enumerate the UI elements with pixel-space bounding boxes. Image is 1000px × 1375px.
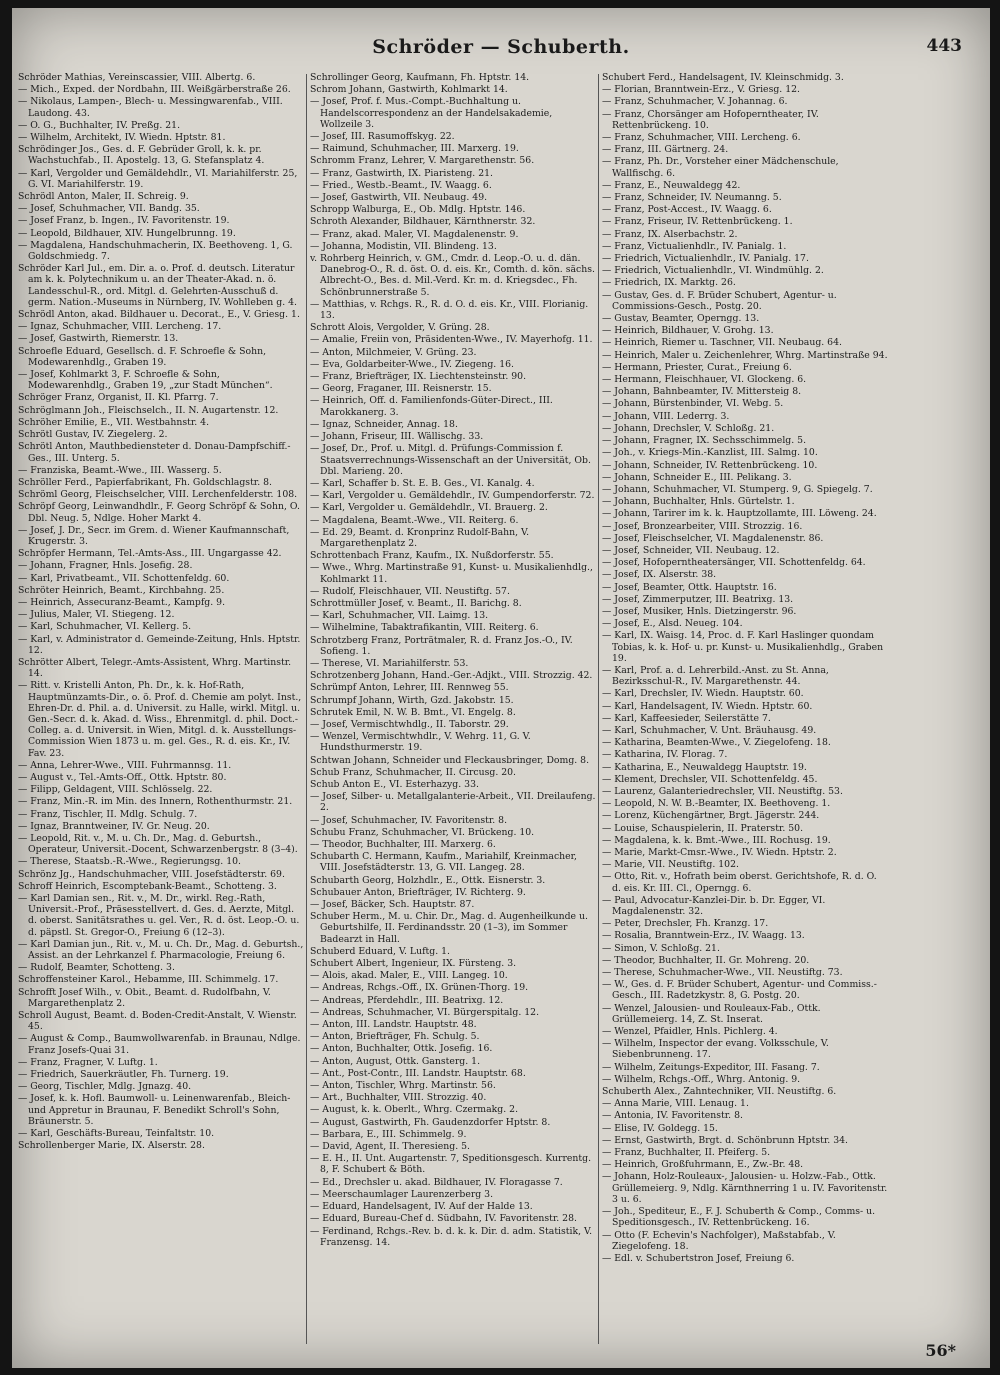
directory-entry: — Peter, Drechsler, Fh. Kranzg. 17. [602, 918, 769, 930]
directory-entry: Schrötl Anton, Mauthbediensteter d. Donau-Dampfschiff.-Ges., III. Unterg. 5. [18, 441, 291, 464]
directory-entry: — Elise, IV. Goldegg. 15. [602, 1122, 718, 1134]
directory-entry: — Karl, v. Administrator d. Gemeinde-Zeitung, Hnls. Hptstr. 12. [18, 633, 301, 656]
directory-entry: — Leopold, Bildhauer, XIV. Hungelbrunng. 19. [18, 227, 236, 239]
directory-entry: — Ernst, Gastwirth, Brgt. d. Schönbrunn Hptstr. 34. [602, 1134, 848, 1146]
directory-entry: — Eva, Goldarbeiter-Wwe., IV. Ziegeng. 16. [310, 358, 514, 370]
directory-entry: — Wenzel, Vermischtwhdlr., V. Wehrg. 11, G. V. Hundsthurmerstr. 19. [310, 731, 531, 754]
directory-entry: — Andreas, Rchgs.-Off., IX. Grünen-Thorg. 19. [310, 982, 529, 994]
directory-entry: — Franz, Min.-R. im Min. des Innern, Rothenthurmstr. 21. [18, 796, 293, 808]
directory-entry: — Franz, Gastwirth, IX. Piaristeng. 21. [310, 167, 494, 179]
directory-entry: — Josef, Schuhmacher, IV. Favoritenstr. 8. [310, 814, 508, 826]
directory-entry: — Magdalena, Handschuhmacherin, IX. Beethoveng. 1, G. Goldschmiedg. 7. [18, 239, 293, 263]
directory-entry: — Franz, Buchhalter, II. Pfeiferg. 5. [602, 1147, 771, 1159]
directory-entry: Schrottenbach Franz, Kaufm., IX. Nußdorferstr. 55. [310, 550, 554, 562]
directory-entry: — Josef, Kohlmarkt 3, F. Schroefle & Sohn, Modewarenhdlg., Graben 19, „zur Stadt München“. [18, 369, 273, 392]
directory-entry: — W., Ges. d. F. Brüder Schubert, Agentur- und Commiss.-Gesch., III. Radetzkystr. 8, G. Postg. 20. [602, 979, 877, 1002]
directory-entry: Schroefle Eduard, Gesellsch. d. F. Schroefle & Sohn, Modewarenhdlg., Graben 19. [18, 345, 267, 368]
directory-entry: Schrödl Anton, akad. Bildhauer u. Decorat., E., V. Griesg. 1. [18, 309, 300, 321]
directory-entry: — David, Agent, II. Theresieng. 5. [310, 1141, 470, 1153]
directory-entry: — Andreas, Pferdehdlr., III. Beatrixg. 12. [310, 994, 504, 1006]
directory-entry: — Franz, Schuhmacher, VIII. Lercheng. 6. [602, 132, 801, 144]
directory-entry: — Mich., Exped. der Nordbahn, III. Weißgärberstraße 26. [18, 84, 291, 96]
directory-entry: — Johanna, Modistin, VII. Blindeng. 13. [310, 240, 497, 252]
directory-entry: Schuberd Eduard, V. Luftg. 1. [310, 945, 450, 957]
directory-entry: — Karl, Privatbeamt., VII. Schottenfeldg. 60. [18, 572, 230, 584]
directory-entry: — E. H., II. Unt. Augartenstr. 7, Speditionsgesch. Kurrentg. 8, F. Schubert & Böth. [310, 1153, 592, 1176]
directory-entry: — Franz, Tischler, II. Mdlg. Schulg. 7. [18, 808, 198, 820]
directory-entry: — Franz, Schneider, IV. Neumanng. 5. [602, 192, 782, 204]
page-number: 443 [926, 36, 962, 56]
directory-entry: — Wilhelm, Architekt, IV. Wiedn. Hptstr. 81. [18, 132, 226, 144]
directory-entry: — Therese, Schuhmacher-Wwe., VII. Neustiftg. 73. [602, 967, 843, 979]
directory-entry: — Anton, III. Landstr. Hauptstr. 48. [310, 1019, 477, 1031]
directory-entry: — Heinrich, Maler u. Zeichenlehrer, Whrg. Martinstraße 94. [602, 349, 888, 361]
directory-entry: — Josef, Gastwirth, Riemerstr. 13. [18, 333, 179, 345]
directory-entry: Schrötl Gustav, IV. Ziegelerg. 2. [18, 429, 168, 441]
directory-entry: — August v., Tel.-Amts-Off., Ottk. Hptstr. 80. [18, 771, 227, 783]
directory-entry: — Josef, Beamter, Ottk. Hauptstr. 16. [602, 581, 777, 593]
directory-entry: — Johann, Schneider, IV. Rettenbrückeng. 10. [602, 459, 818, 471]
directory-entry: — Franz, Post-Accest., IV. Waagg. 6. [602, 204, 772, 216]
directory-entry: — Friedrich, Victualienhdlr., VI. Windmühlg. 2. [602, 265, 824, 277]
directory-entry: — Antonia, IV. Favoritenstr. 8. [602, 1110, 743, 1122]
directory-entry: — Wenzel, Pfaidler, Hnls. Pichlerg. 4. [602, 1026, 778, 1038]
directory-entry: — Friedrich, Sauerkräutler, Fh. Turnerg. 19. [18, 1069, 229, 1081]
directory-entry: — Josef, III. Rasumoffskyg. 22. [310, 131, 455, 143]
directory-entry: — Julius, Maler, VI. Stiegeng. 12. [18, 609, 175, 621]
directory-entry: — Josef, Fleischselcher, VI. Magdalenenstr. 86. [602, 532, 824, 544]
column-divider [306, 74, 307, 1344]
directory-entry: — Katharina, IV. Florag. 7. [602, 749, 728, 761]
directory-entry: — Karl Damian sen., Rit. v., M. Dr., wirkl. Reg.-Rath, Universit.-Prof., Präsesstellvert. d. Ges. d. Aerzte, Mitgl. d. oberst. Sanitätsrathes u. gel. Ver., R. d. öst. Leop.-O. u. d. päpstl. St. Gregor-O., Freiung 6 (12–3). [18, 893, 300, 938]
directory-entry: Schröter Heinrich, Beamt., Kirchbahng. 25. [18, 584, 225, 596]
directory-entry: — Josef, Dr., Prof. u. Mitgl. d. Prüfungs-Commission f. Staatsverrechnungs-Wissenschaft an der Universität, Ob. Dbl. Marieng. 20. [310, 443, 591, 477]
directory-entry: — Johann, Friseur, III. Wällischg. 33. [310, 431, 484, 443]
directory-entry: — Johann, Schneider E., III. Pelikang. 3. [602, 471, 792, 483]
directory-entry: — Simon, V. Schloßg. 21. [602, 942, 720, 954]
directory-entry: — Hermann, Fleischhauer, VI. Glockeng. 6. [602, 374, 807, 386]
directory-entry: Schubu Franz, Schuhmacher, VI. Brückeng. 10. [310, 826, 535, 838]
directory-entry: — Wenzel, Jalousien- und Rouleaux-Fab., Ottk. Grüllemeierg. 14, Z. St. Inserat. [602, 1002, 821, 1025]
directory-entry: — Karl, Vergolder u. Gemäldehdlr., IV. Gumpendorferstr. 72. [310, 490, 595, 502]
directory-entry: Schröher Emilie, E., VII. Westbahnstr. 4. [18, 416, 210, 428]
directory-entry: — Joh., v. Kriegs-Min.-Kanzlist, III. Salmg. 10. [602, 447, 818, 459]
directory-entry: — Josef, E., Alsd. Neueg. 104. [602, 618, 743, 630]
directory-entry: — Johann, Tarirer im k. k. Hauptzollamte, III. Löweng. 24. [602, 508, 877, 520]
directory-entry: — Johann, Fragner, Hnls. Josefig. 28. [18, 560, 193, 572]
directory-entry: Schrollenberger Marie, IX. Alserstr. 28. [18, 1140, 205, 1152]
directory-entry: — Anna, Lehrer-Wwe., VIII. Fuhrmannsg. 11. [18, 759, 232, 771]
directory-entry: Schröder Mathias, Vereinscassier, VIII. Albertg. 6. [18, 72, 256, 83]
directory-entry: — Josef, Prof. f. Mus.-Compt.-Buchhaltung u. Handelscorrespondenz an der Handelsakademie, Wollzeile 3. [310, 96, 553, 130]
directory-entry: — Magdalena, k. k. Bmt.-Wwe., III. Rochusg. 19. [602, 834, 831, 846]
directory-entry: — Theodor, Buchhalter, II. Gr. Mohreng. 20. [602, 954, 810, 966]
directory-entry: — Josef, Schuhmacher, VII. Bandg. 35. [18, 203, 200, 215]
directory-entry: — Lorenz, Küchengärtner, Brgt. Jägerstr. 244. [602, 810, 820, 822]
directory-entry: v. Rohrberg Heinrich, v. GM., Cmdr. d. Leop.-O. u. d. dän. Danebrog-O., R. d. öst. O. d. eis. Kr., Comth. d. kön. sächs. Albrecht-O., Bes. d. Mil.-Verd. Kr. m. d. Kriegsdec., Fh. Schönbrunnerstraße 5. [310, 253, 595, 298]
directory-entry: — Leopold, Rit. v., M. u. Ch. Dr., Mag. d. Geburtsh., Operateur, Universit.-Docent, Schwarzenbergstr. 8 (3–4). [18, 833, 298, 856]
directory-entry: — Franz, E., Neuwaldegg 42. [602, 179, 741, 191]
directory-entry: Schubert Albert, Ingenieur, IX. Fürsteng. 3. [310, 958, 517, 970]
directory-entry: — Ed., Drechsler u. akad. Bildhauer, IV. Floragasse 7. [310, 1176, 563, 1188]
directory-entry: — Eduard, Bureau-Chef d. Südbahn, IV. Favoritenstr. 28. [310, 1213, 577, 1225]
directory-entry: — Franz, akad. Maler, VI. Magdalenenstr. 9. [310, 228, 519, 240]
directory-entry: Schroth Alexander, Bildhauer, Kärnthnerstr. 32. [310, 216, 536, 228]
directory-entry: Schromm Franz, Lehrer, V. Margarethenstr. 56. [310, 155, 535, 167]
directory-entry: Schrödinger Jos., Ges. d. F. Gebrüder Groll, k. k. pr. Wachstuchfab., II. Apostelg. 13, G. Stefansplatz 4. [18, 144, 265, 167]
directory-entry: — Art., Buchhalter, VIII. Strozzig. 40. [310, 1092, 487, 1104]
directory-entry: — Josef, Zimmerputzer, III. Beatrixg. 13. [602, 593, 794, 605]
directory-entry: Schubarth Georg, Holzhdlr., E., Ottk. Eisnerstr. 3. [310, 874, 546, 886]
directory-entry: — Anna Marie, VIII. Lenaug. 1. [602, 1098, 749, 1110]
directory-entry: — August, Gastwirth, Fh. Gaudenzdorfer Hptstr. 8. [310, 1116, 551, 1128]
directory-page [12, 8, 990, 1368]
directory-entry: Schubarth C. Hermann, Kaufm., Mariahilf, Kreinmacher, VIII. Josefstädterstr. 13, G. VII. Langeg. 28. [310, 851, 578, 874]
directory-entry: Schröml Georg, Fleischselcher, VIII. Lerchenfelderstr. 108. [18, 489, 298, 501]
directory-entry: — Franz, Chorsänger am Hofoperntheater, IV. Rettenbrückeng. 10. [602, 108, 819, 131]
directory-entry: Schub Franz, Schuhmacher, II. Circusg. 20. [310, 766, 517, 778]
directory-entry: — Ed. 29, Beamt. d. Kronprinz Rudolf-Bahn, V. Margarethenplatz 2. [310, 526, 530, 549]
directory-entry: — Josef, Vermischtwhdlg., II. Taborstr. 29. [310, 718, 509, 730]
directory-entry: — Franz, Schuhmacher, V. Johannag. 6. [602, 96, 788, 108]
directory-entry: — Johann, Drechsler, V. Schloßg. 21. [602, 422, 775, 434]
directory-entry: — Karl Damian jun., Rit. v., M. u. Ch. Dr., Mag. d. Geburtsh., Assist. an der Lehrkanzel f. Pharmacologie, Freiung 6. [18, 938, 304, 962]
directory-entry: — Josef, J. Dr., Secr. im Grem. d. Wiener Kaufmannschaft, Krugerstr. 3. [18, 524, 290, 547]
running-title: Schröder — Schuberth. [372, 36, 630, 58]
directory-entry: — Franz, III. Gärtnerg. 24. [602, 144, 729, 156]
directory-entry: — Katharina, Beamten-Wwe., V. Ziegelofeng. 18. [602, 737, 831, 749]
directory-entry: — Ferdinand, Rchgs.-Rev. b. d. k. k. Dir. d. adm. Statistik, V. Franzensg. 14. [310, 1225, 593, 1248]
directory-entry: — Josef, Musiker, Hnls. Dietzingerstr. 96. [602, 605, 797, 617]
directory-entry: — August, k. k. Oberlt., Whrg. Czermakg. 2. [310, 1104, 519, 1116]
directory-entry: — Josef, Schneider, VII. Neubaug. 12. [602, 544, 780, 556]
directory-entry: — Johann, VIII. Lederrg. 3. [602, 410, 730, 422]
directory-entry: — Heinrich, Assecuranz-Beamt., Kampfg. 9. [18, 596, 226, 608]
directory-entry: Schroll August, Beamt. d. Boden-Credit-Anstalt, V. Wienstr. 45. [18, 1010, 297, 1033]
directory-entry: — Heinrich, Off. d. Familienfonds-Güter-Direct., III. Marokkanerg. 3. [310, 395, 553, 418]
directory-entry: Schrumpf Johann, Wirth, Gzd. Jakobstr. 15. [310, 694, 514, 706]
directory-entry: — Josef, Hofoperntheatersänger, VII. Schottenfeldg. 64. [602, 557, 866, 569]
directory-entry: — Ignaz, Branntweiner, IV. Gr. Neug. 20. [18, 820, 210, 832]
directory-entry: — Therese, Staatsb.-R.-Wwe., Regierungsg. 10. [18, 856, 242, 868]
directory-entry: Schrofft Josef Wilh., v. Obit., Beamt. d. Rudolfbahn, V. Margarethenplatz 2. [18, 986, 271, 1009]
directory-entry: — Klement, Drechsler, VII. Schottenfeldg. 45. [602, 773, 818, 785]
directory-column-3 [602, 72, 888, 1342]
directory-entry: Schuberth Alex., Zahntechniker, VII. Neustiftg. 6. [602, 1086, 837, 1098]
directory-entry: — Paul, Advocatur-Kanzlei-Dir. b. Dr. Egger, VI. Magdalenenstr. 32. [602, 894, 826, 918]
directory-entry: — Barbara, E., III. Schimmelg. 9. [310, 1128, 467, 1140]
directory-entry: Schub Anton E., VI. Esterhazyg. 33. [310, 778, 479, 790]
directory-entry: — Gustav, Ges. d. F. Brüder Schubert, Agentur- u. Commissions-Gesch., Postg. 20. [602, 289, 837, 312]
signature-mark: 56* [925, 1341, 956, 1360]
directory-entry: Schrott Alois, Vergolder, V. Grüng. 28. [310, 322, 490, 334]
directory-entry: — Ritt. v. Kristelli Anton, Ph. Dr., k. k. Hof-Rath, Hauptmünzamts-Dir., o. ö. Prof. d. Chemie am polyt. Inst., Ehren-Dr. d. Phil. a. d. Universit. zu Halle, wirkl. Mitgl. u. Gen.-Secr. d. k. Akad. d. Wiss., Ehrenmitgl. d. phil. Doct.-Colleg. a. d. Universit. in Wien, Mitgl. d. k. Ausstellungs-Commission Wien 1873 u. m. gel. Ges., R. d. eis. Kr., IV. Fav. 23. [18, 680, 302, 759]
directory-entry: Schubauer Anton, Briefträger, IV. Richterg. 9. [310, 886, 526, 898]
directory-entry: — Matthias, v. Rchgs. R., R. d. O. d. eis. Kr., VIII. Florianig. 13. [310, 298, 589, 322]
directory-entry: Schrottmüller Josef, v. Beamt., II. Barichg. 8. [310, 597, 522, 609]
directory-entry: — Rudolf, Fleischhauer, VII. Neustiftg. 57. [310, 585, 510, 597]
directory-entry: — Therese, VI. Mariahilferstr. 53. [310, 657, 469, 669]
directory-entry: — Florian, Branntwein-Erz., V. Griesg. 12. [602, 84, 800, 96]
directory-entry: — Josef, Gastwirth, VII. Neubaug. 49. [310, 192, 488, 204]
directory-entry: — Ignaz, Schneider, Annag. 18. [310, 418, 458, 430]
directory-entry: — Theodor, Buchhalter, III. Marxerg. 6. [310, 839, 496, 850]
directory-entry: — Franz, IX. Alserbachstr. 2. [602, 228, 738, 240]
directory-entry: — Edl. v. Schubertstron Josef, Freiung 6. [602, 1252, 795, 1264]
directory-entry: Schropp Walburga, E., Ob. Mdlg. Hptstr. 146. [310, 204, 526, 216]
directory-entry: Schrödl Anton, Maler, II. Schreig. 9. [18, 191, 189, 203]
directory-entry: — Leopold, N. W. B.-Beamter, IX. Beethoveng. 1. [602, 798, 831, 810]
directory-entry: — Georg, Fraganer, III. Reisnerstr. 15. [310, 383, 492, 395]
directory-entry: — Karl, Vergolder und Gemäldehdlr., VI. Mariahilferstr. 25, G. VI. Mariahilferstr. 19. [18, 167, 298, 190]
directory-entry: — Franz, Ph. Dr., Vorsteher einer Mädchenschule, Wallfischg. 6. [602, 156, 839, 179]
directory-entry: Schrollinger Georg, Kaufmann, Fh. Hptstr. 14. [310, 72, 530, 83]
directory-entry: — Johann, Schuhmacher, VI. Stumperg. 9, G. Spiegelg. 7. [602, 483, 873, 495]
directory-entry: — Anton, Milchmeier, V. Grüng. 23. [310, 346, 477, 358]
directory-entry: Schroff Heinrich, Escomptebank-Beamt., Schotteng. 3. [18, 880, 277, 892]
directory-entry: — Heinrich, Großfuhrmann, E., Zw.-Br. 48. [602, 1159, 804, 1171]
directory-entry: — Katharina, E., Neuwaldegg Hauptstr. 19. [602, 761, 807, 773]
directory-entry: Schrotzberg Franz, Porträtmaler, R. d. Franz Jos.-O., IV. Sofieng. 1. [310, 634, 573, 657]
directory-entry: Schrötter Albert, Telegr.-Amts-Assistent, Whrg. Martinstr. 14. [18, 656, 292, 680]
directory-entry: — Karl, Handelsagent, IV. Wiedn. Hptstr. 60. [602, 700, 813, 712]
directory-entry: — Wwe., Whrg. Martinstraße 91, Kunst- u. Musikalienhdlg., Kohlmarkt 11. [310, 562, 593, 585]
directory-entry: — Johann, Bahnbeamter, IV. Mittersteig 8. [602, 386, 802, 398]
directory-entry: Schrümpf Anton, Lehrer, III. Rennweg 55. [310, 682, 509, 694]
directory-entry: — Rudolf, Beamter, Schotteng. 3. [18, 962, 175, 974]
directory-entry: — Friedrich, Victualienhdlr., IV. Panialg. 17. [602, 253, 809, 265]
directory-entry: — Raimund, Schuhmacher, III. Marxerg. 19. [310, 143, 519, 155]
directory-entry: — Johann, Fragner, IX. Sechsschimmelg. 5. [602, 435, 807, 447]
directory-entry: — Karl, Drechsler, IV. Wiedn. Hauptstr. 60. [602, 688, 804, 700]
directory-entry: — Johann, Holz-Rouleaux-, Jalousien- u. Holzw.-Fab., Ottk. Grüllemeierg. 9, Ndlg. Kärnthnerring 1 u. IV. Favoritenstr. 3 u. 6. [602, 1171, 888, 1205]
directory-entry: Schtwan Johann, Schneider und Fleckausbringer, Domg. 8. [310, 754, 590, 766]
directory-entry: — Franz, Victualienhdlr., IV. Panialg. 1. [602, 240, 787, 252]
directory-entry: Schröpf Georg, Leinwandhdlr., F. Georg Schröpf & Sohn, O. Dbl. Neug. 5, Ndlge. Hoher Markt 4. [18, 501, 300, 524]
directory-entry: — Filipp, Geldagent, VIII. Schlösselg. 22. [18, 784, 213, 796]
directory-entry: Schröger Franz, Organist, II. Kl. Pfarrg. 7. [18, 392, 219, 404]
directory-entry: — Heinrich, Bildhauer, V. Grohg. 13. [602, 325, 774, 337]
directory-entry: — Karl, Prof. a. d. Lehrerbild.-Anst. zu St. Anna, Bezirksschul-R., IV. Margarethenstr. 44. [602, 664, 829, 688]
directory-entry: — Josef, Bronzearbeiter, VIII. Strozzig. 16. [602, 520, 803, 532]
directory-entry: — Otto, Rit. v., Hofrath beim oberst. Gerichtshofe, R. d. O. d. eis. Kr. III. Cl., Operngg. 6. [602, 871, 877, 894]
directory-entry: — O. G., Buchhalter, IV. Preßg. 21. [18, 119, 181, 131]
directory-entry: — Laurenz, Galanteriedrechsler, VII. Neustiftg. 53. [602, 785, 843, 797]
directory-entry: — Franz, Briefträger, IX. Liechtensteinstr. 90. [310, 371, 527, 383]
directory-entry: — Karl, Schuhmacher, VI. Kellerg. 5. [18, 621, 192, 633]
directory-entry: — Karl, Geschäfts-Bureau, Teinfaltstr. 10. [18, 1128, 215, 1140]
directory-entry: — Franz, Friseur, IV. Rettenbrückeng. 1. [602, 216, 793, 228]
directory-entry: — Franz, Fragner, V. Luftg. 1. [18, 1056, 158, 1068]
directory-entry: — Wilhelm, Inspector der evang. Volksschule, V. Siebenbrunneng. 17. [602, 1038, 829, 1061]
directory-entry: — Louise, Schauspielerin, II. Praterstr. 50. [602, 822, 804, 834]
column-divider [598, 74, 599, 1344]
directory-entry: — Karl, Kaffeesieder, Seilerstätte 7. [602, 712, 771, 724]
directory-entry: — Karl, Schaffer b. St. E. B. Ges., VI. Kanalg. 4. [310, 477, 535, 489]
directory-entry: — Amalie, Freiin von, Präsidenten-Wwe., IV. Mayerhofg. 11. [310, 334, 593, 346]
directory-entry: — Karl, Schuhmacher, V. Unt. Bräuhausg. 49. [602, 724, 817, 736]
directory-entry: — Josef, IX. Alserstr. 38. [602, 569, 717, 581]
directory-entry: Schröller Ferd., Papierfabrikant, Fh. Goldschlagstr. 8. [18, 476, 273, 488]
directory-entry: — Johann, Buchhalter, Hnls. Gürtelstr. 1. [602, 496, 795, 508]
directory-entry: Schröpfer Hermann, Tel.-Amts-Ass., III. Ungargasse 42. [18, 548, 282, 560]
directory-entry: Schubert Ferd., Handelsagent, IV. Kleinschmidg. 3. [602, 72, 844, 83]
directory-entry: — Eduard, Handelsagent, IV. Auf der Halde 13. [310, 1201, 533, 1213]
directory-entry: Schrönz Jg., Handschuhmacher, VIII. Josefstädterstr. 69. [18, 868, 285, 880]
directory-entry: — Friedrich, IX. Marktg. 26. [602, 277, 736, 289]
directory-entry: — Alois, akad. Maler, E., VIII. Langeg. 10. [310, 970, 508, 982]
directory-entry: — Hermann, Priester, Curat., Freiung 6. [602, 361, 792, 373]
directory-entry: Schröder Karl Jul., em. Dir. a. o. Prof. d. deutsch. Literatur am k. k. Polytechnikum u. an der Theater-Akad. n. ö. Landesschul-R., ord. Mitgl. d. Gelehrten-Ausschuß d. germ. Nation.-Museums in Nürnberg, IV. Wohlleben g. 4. [18, 263, 297, 308]
directory-entry: — Johann, Bürstenbinder, VI. Webg. 5. [602, 398, 784, 410]
directory-column-2 [310, 72, 596, 1342]
directory-entry: Schuber Herm., M. u. Chir. Dr., Mag. d. Augenheilkunde u. Geburtshilfe, II. Ferdinandsstr. 20 (1–3), im Sommer Badearzt in Hall. [310, 911, 588, 945]
directory-entry: — Joh., Spediteur, E., F. J. Schuberth & Comp., Comms- u. Speditionsgesch., IV. Rettenbrückeng. 16. [602, 1206, 876, 1229]
directory-entry: Schrotzenberg Johann, Hand.-Ger.-Adjkt., VIII. Strozzig. 42. [310, 670, 593, 682]
directory-entry: — Rosalia, Branntwein-Erz., IV. Waagg. 13. [602, 930, 805, 942]
directory-entry: — Marie, Markt-Cmsr.-Wwe., IV. Wiedn. Hptstr. 2. [602, 847, 837, 858]
directory-entry: — Wilhelm, Zeitungs-Expeditor, III. Fasang. 7. [602, 1061, 820, 1073]
directory-entry: — Wilhelm, Rchgs.-Off., Whrg. Antonig. 9. [602, 1073, 801, 1085]
directory-entry: — Meerschaumlager Laurenzerberg 3. [310, 1188, 494, 1200]
directory-entry: — August & Comp., Baumwollwarenfab. in Braunau, Ndlge. Franz Josefs-Quai 31. [18, 1033, 301, 1056]
directory-entry: — Anton, Briefträger, Fh. Schulg. 5. [310, 1031, 480, 1043]
directory-entry: — Karl, Vergolder u. Gemäldehdlr., VI. Brauerg. 2. [310, 502, 548, 514]
directory-entry: — Otto (F. Echevin's Nachfolger), Maßstabfab., V. Ziegelofeng. 18. [602, 1229, 836, 1252]
directory-entry: — Franziska, Beamt.-Wwe., III. Wasserg. 5. [18, 464, 222, 476]
directory-entry: — Georg, Tischler, Mdlg. Jgnazg. 40. [18, 1081, 192, 1093]
directory-entry: — Josef, Silber- u. Metallgalanterie-Arbeit., VII. Dreilaufeng. 2. [310, 791, 596, 814]
directory-entry: Schrom Johann, Gastwirth, Kohlmarkt 14. [310, 84, 508, 96]
directory-entry: — Karl, IX. Waisg. 14, Proc. d. F. Karl Haslinger quondam Tobias, k. k. Hof- u. pr. Kunst- u. Musikalienhdlg., Graben 19. [602, 630, 884, 664]
page-header [12, 36, 990, 66]
directory-entry: — Ant., Post-Contr., III. Landstr. Hauptstr. 68. [310, 1067, 526, 1079]
directory-entry: — Fried., Westb.-Beamt., IV. Waagg. 6. [310, 179, 492, 191]
directory-entry: — Marie, VII. Neustiftg. 102. [602, 859, 739, 871]
directory-entry: — Josef, k. k. Hofl. Baumwoll- u. Leinenwarenfab., Bleich- und Appretur in Braunau, F. Benedikt Schroll's Sohn, Bräunerstr. 5. [18, 1093, 291, 1127]
directory-entry: — Anton, August, Ottk. Gansterg. 1. [310, 1055, 481, 1067]
directory-entry: — Andreas, Schuhmacher, VI. Bürgerspitalg. 12. [310, 1006, 540, 1018]
directory-entry: — Heinrich, Riemer u. Taschner, VII. Neubaug. 64. [602, 337, 842, 349]
directory-entry: — Magdalena, Beamt.-Wwe., VII. Reiterg. 6. [310, 514, 519, 526]
directory-entry: — Wilhelmine, Tabaktrafikantin, VIII. Reiterg. 6. [310, 622, 539, 634]
directory-entry: Schrutek Emil, N. W. B. Bmt., VI. Engelg. 8. [310, 706, 516, 718]
directory-entry: — Ignaz, Schuhmacher, VIII. Lercheng. 17. [18, 321, 222, 333]
directory-entry: — Nikolaus, Lampen-, Blech- u. Messingwarenfab., VIII. Laudong. 43. [18, 96, 283, 119]
directory-column-1 [18, 72, 304, 1342]
directory-entry: Schroffensteiner Karol., Hebamme, III. Schimmelg. 17. [18, 974, 279, 986]
directory-entry: — Anton, Tischler, Whrg. Martinstr. 56. [310, 1080, 496, 1092]
directory-entry: — Josef Franz, b. Ingen., IV. Favoritenstr. 19. [18, 215, 230, 227]
directory-entry: — Gustav, Beamter, Operngg. 13. [602, 313, 760, 325]
directory-entry: — Karl, Schuhmacher, VII. Laimg. 13. [310, 610, 489, 622]
directory-entry: — Josef, Bäcker, Sch. Hauptstr. 87. [310, 899, 475, 911]
directory-entry: — Anton, Buchhalter, Ottk. Josefig. 16. [310, 1043, 493, 1055]
directory-entry: Schröglmann Joh., Fleischselch., II. N. Augartenstr. 12. [18, 404, 279, 416]
